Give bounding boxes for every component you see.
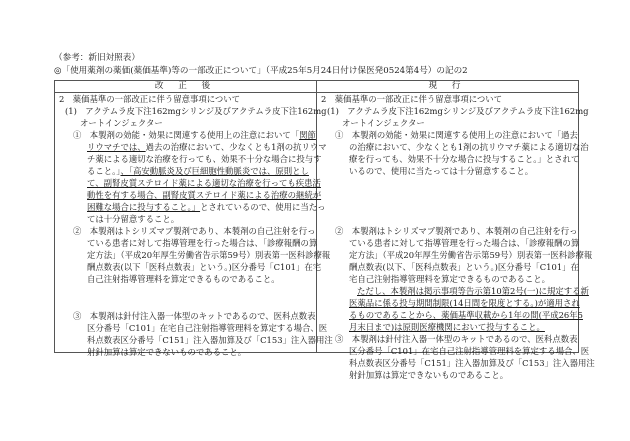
paragraph-line: 科点数表区分番号「C151」注入器加算及び「C153」注入器用注: [87, 335, 333, 345]
underlined-text: 動性を有する場合、副腎皮質ステロイド薬による治療の継続が: [87, 190, 322, 200]
underlined-text: 、「高安動脈炎及び巨細胞性動脈炎では、原則とし: [120, 166, 309, 176]
section-heading: 2 薬価基準の一部改正に伴う留意事項について: [321, 94, 503, 104]
underlined-text: リウマチでは、: [87, 142, 146, 152]
reference-label: （参考：新旧対照表）: [54, 53, 140, 63]
paragraph-line: 自己注射指導管理料を算定できるものであること。: [87, 274, 280, 284]
paragraph-line: 困難な場合に投与すること。」とされているので、使用に当たっ: [87, 202, 326, 212]
paragraph-line: 区分番号「C101」在宅自己注射指導管理料を算定する場合、医: [87, 323, 328, 333]
paragraph-line: ③ 本製剤は針付注入器一体型のキットであるので、医科点数表: [73, 311, 316, 321]
revised-cell: [55, 93, 333, 357]
item-title: (1) アクテムラ皮下注162mgシリンジ及びアクテムラ皮下注162mg: [327, 106, 589, 116]
paragraph-line: ている患者に対して指導管理を行った場合は、「診療報酬の算: [87, 238, 318, 248]
paragraph-line: 射針加算は算定できないものであること。: [87, 347, 247, 357]
column-header-current: 現 行: [317, 81, 579, 93]
table-body-row: [55, 93, 579, 353]
paragraph-line: 酬点数表(以下「医科点数表」という。)区分番号「C101」在宅: [87, 262, 322, 272]
section-heading: 2 薬価基準の一部改正に伴う留意事項について: [59, 94, 241, 104]
paragraph-line: ③ 本製剤は針付注入器一体型のキットであるので、医科点数表: [335, 334, 578, 344]
paragraph-line: 酬点数表(以下、「医科点数表」という。)区分番号「C101」在: [349, 262, 579, 272]
document-title: ◎「使用薬剤の薬価(薬価基準)等の一部改正について」（平成25年5月24日付け保医発0524第4号）の記の2: [54, 66, 468, 76]
paragraph-line: ① 本製剤の効能・効果に関連する使用上の注意において「関節: [73, 130, 316, 140]
paragraph-line: ② 本製剤はトシリズマブ製剤であり、本製剤の自己注射を行っ: [335, 226, 578, 236]
paragraph-line: 射針加算は算定できないものであること。: [349, 370, 509, 380]
underlined-text: て、副腎皮質ステロイド薬による適切な治療を行っても疾患活: [87, 178, 321, 188]
underlined-text: 困難な場合に投与すること。」: [87, 202, 201, 212]
paragraph-line: 療を行っても、効果不十分な場合に投与すること。」とされて: [349, 154, 580, 164]
underlined-text: 関節: [299, 130, 316, 140]
paragraph-line: チ薬による適切な治療を行っても、効果不十分な場合に投与す: [87, 154, 322, 164]
paragraph-line: ること。」、「高安動脈炎及び巨細胞性動脈炎では、原則とし: [87, 166, 309, 176]
current-cell: [317, 93, 595, 380]
paragraph-line: ては十分留意すること。: [87, 214, 180, 224]
paragraph-line: ている患者に対して指導管理を行った場合は、「診療報酬の算: [349, 238, 580, 248]
underlined-text: 月末日まで)は原則医療機関において投与すること。: [349, 322, 545, 332]
paragraph-line: 定方法」（平成20年厚生労働省告示第59号）別表第一医科診療報: [349, 250, 593, 260]
paragraph-line: ① 本製剤の効能・効果に関連する使用上の注意において「過去: [335, 130, 578, 140]
comparison-table: [54, 80, 595, 380]
item-title: (1) アクテムラ皮下注162mgシリンジ及びアクテムラ皮下注162mg: [65, 106, 327, 116]
paragraph-line: 宅自己注射指導管理料を算定できるものであること。: [349, 274, 550, 284]
paragraph-line: リウマチでは、過去の治療において、少なくとも1剤の抗リウマ: [87, 142, 327, 152]
underlined-text: ただし、本製剤は掲示事項等告示第10第2号(一)に規定する新: [357, 286, 589, 296]
paragraph-line: いるので、使用に当たっては十分留意すること。: [349, 166, 534, 176]
paragraph-line: 科点数表区分番号「C151」注入器加算及び「C153」注入器用注: [349, 358, 595, 368]
paragraph-line: 定方法」（平成20年厚生労働省告示第59号）別表第一医科診療報: [87, 250, 331, 260]
item-title-cont: オートインジェクター: [342, 118, 425, 128]
paragraph-line: の治療において、少なくとも1剤の抗リウマチ薬による適切な治: [349, 142, 589, 152]
table-header-row: [55, 81, 579, 93]
underlined-text: 医薬品に係る投与期間制限(14日間を限度とする。)が適用され: [349, 298, 580, 308]
item-title-cont: オートインジェクター: [80, 118, 163, 128]
paragraph-line: 区分番号「C101」在宅自己注射指導管理料を算定する場合、医: [349, 346, 590, 356]
underlined-text: るものであることから、薬価基準収載から1年の間(平成26年5: [349, 310, 583, 320]
paragraph-line: ② 本製剤はトシリズマブ製剤であり、本製剤の自己注射を行っ: [73, 226, 316, 236]
column-header-revised: 改 正 後: [55, 81, 317, 93]
